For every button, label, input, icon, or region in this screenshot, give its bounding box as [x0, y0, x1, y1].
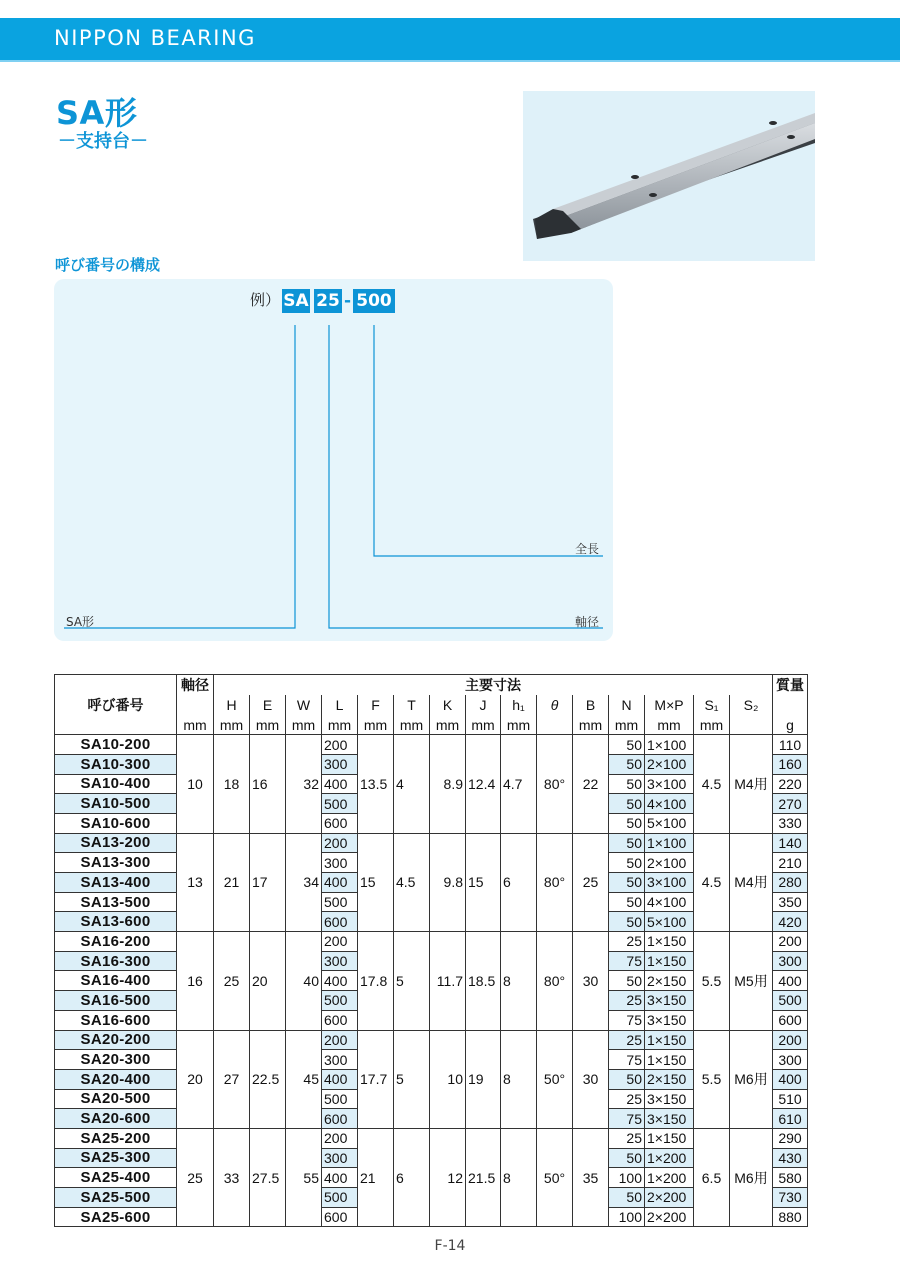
s1-cell: 4.5 [694, 833, 730, 931]
leader-shaft [329, 325, 603, 628]
mp-cell: 2×100 [645, 754, 694, 774]
h1-cell: 6 [501, 833, 537, 931]
support-rail-photo [523, 91, 815, 261]
b-cell: 22 [573, 735, 609, 833]
w-cell: 45 [286, 1030, 322, 1128]
shaft-cell: 13 [177, 833, 214, 931]
unit-blank [55, 715, 177, 735]
model-cell: SA16-400 [55, 971, 177, 991]
n-cell: 25 [609, 1030, 645, 1050]
mass-cell: 330 [773, 813, 808, 833]
l-cell: 300 [322, 1050, 358, 1070]
mass-cell: 220 [773, 774, 808, 794]
header-mass: 質量 [773, 675, 808, 696]
t-cell: 6 [394, 1128, 430, 1226]
model-cell: SA10-200 [55, 735, 177, 755]
page-subtitle: －支持台－ [58, 131, 148, 152]
shaft-cell: 25 [177, 1128, 214, 1226]
mp-cell: 3×100 [645, 873, 694, 893]
k-cell: 9.8 [430, 833, 466, 931]
col-S2: S₂ [730, 695, 773, 715]
unit-row [55, 715, 808, 735]
mass-cell: 430 [773, 1148, 808, 1168]
mass-cell: 500 [773, 991, 808, 1011]
n-cell: 50 [609, 794, 645, 814]
s1-cell: 4.5 [694, 735, 730, 833]
unit-cell: mm [214, 715, 250, 735]
unit-cell: mm [358, 715, 394, 735]
model-cell: SA20-400 [55, 1069, 177, 1089]
l-cell: 200 [322, 735, 358, 755]
j-cell: 12.4 [466, 735, 501, 833]
header-main-dims: 主要寸法 [214, 675, 773, 696]
composition-leader-lines [54, 279, 613, 641]
theta-cell: 50° [537, 1128, 573, 1226]
unit-cell: mm [466, 715, 501, 735]
mass-cell: 730 [773, 1188, 808, 1208]
n-cell: 75 [609, 951, 645, 971]
mass-cell: 290 [773, 1128, 808, 1148]
mass-cell: 350 [773, 892, 808, 912]
mass-cell: 200 [773, 1030, 808, 1050]
unit-cell: mm [573, 715, 609, 735]
s2-cell: M6用 [730, 1128, 773, 1226]
model-cell: SA20-600 [55, 1109, 177, 1129]
example-label: 例） [250, 291, 281, 309]
theta-cell: 80° [537, 833, 573, 931]
label-total-length: 全長 [575, 542, 600, 556]
f-cell: 17.8 [358, 932, 394, 1030]
mp-cell: 2×200 [645, 1188, 694, 1208]
t-cell: 5 [394, 932, 430, 1030]
unit-cell: mm [430, 715, 466, 735]
leader-type [64, 325, 295, 628]
l-cell: 400 [322, 774, 358, 794]
k-cell: 8.9 [430, 735, 466, 833]
h-cell: 25 [214, 932, 250, 1030]
header-bar [0, 18, 900, 60]
n-cell: 100 [609, 1168, 645, 1188]
l-cell: 500 [322, 794, 358, 814]
k-cell: 10 [430, 1030, 466, 1128]
n-cell: 75 [609, 1050, 645, 1070]
f-cell: 13.5 [358, 735, 394, 833]
model-cell: SA13-300 [55, 853, 177, 873]
mp-cell: 1×200 [645, 1148, 694, 1168]
col-B: B [573, 695, 609, 715]
j-cell: 15 [466, 833, 501, 931]
model-cell: SA20-500 [55, 1089, 177, 1109]
h1-cell: 4.7 [501, 735, 537, 833]
mp-cell: 1×200 [645, 1168, 694, 1188]
k-cell: 12 [430, 1128, 466, 1226]
mass-cell: 580 [773, 1168, 808, 1188]
f-cell: 21 [358, 1128, 394, 1226]
n-cell: 50 [609, 971, 645, 991]
shaft-cell: 16 [177, 932, 214, 1030]
n-cell: 25 [609, 991, 645, 1011]
l-cell: 500 [322, 991, 358, 1011]
mp-cell: 1×150 [645, 951, 694, 971]
table-row [55, 1030, 808, 1050]
mp-cell: 2×200 [645, 1207, 694, 1227]
l-cell: 200 [322, 833, 358, 853]
brand-name: NIPPON BEARING [54, 26, 256, 50]
header-model [55, 675, 177, 696]
n-cell: 50 [609, 912, 645, 932]
rail-illustration [523, 91, 815, 261]
l-cell: 300 [322, 1148, 358, 1168]
l-cell: 500 [322, 1089, 358, 1109]
e-cell: 17 [250, 833, 286, 931]
col-J: J [466, 695, 501, 715]
col-L: L [322, 695, 358, 715]
unit-cell: mm [645, 715, 694, 735]
mass-cell: 160 [773, 754, 808, 774]
mass-cell: 110 [773, 735, 808, 755]
e-cell: 27.5 [250, 1128, 286, 1226]
mp-cell: 4×100 [645, 794, 694, 814]
model-cell: SA20-200 [55, 1030, 177, 1050]
n-cell: 25 [609, 1089, 645, 1109]
mass-cell: 300 [773, 951, 808, 971]
l-cell: 300 [322, 754, 358, 774]
mp-cell: 3×150 [645, 1010, 694, 1030]
n-cell: 75 [609, 1109, 645, 1129]
n-cell: 50 [609, 754, 645, 774]
n-cell: 50 [609, 1188, 645, 1208]
model-cell: SA25-200 [55, 1128, 177, 1148]
h1-cell: 8 [501, 1030, 537, 1128]
j-cell: 21.5 [466, 1128, 501, 1226]
mp-cell: 1×150 [645, 1050, 694, 1070]
l-cell: 400 [322, 1168, 358, 1188]
s2-cell: M4用 [730, 735, 773, 833]
model-cell: SA13-600 [55, 912, 177, 932]
n-cell: 50 [609, 735, 645, 755]
s1-cell: 5.5 [694, 1030, 730, 1128]
mp-cell: 5×100 [645, 912, 694, 932]
unit-cell: mm [250, 715, 286, 735]
f-cell: 15 [358, 833, 394, 931]
mass-cell: 510 [773, 1089, 808, 1109]
model-cell: SA10-500 [55, 794, 177, 814]
mp-cell: 1×150 [645, 1030, 694, 1050]
unit-cell: g [773, 715, 808, 735]
model-cell: SA13-200 [55, 833, 177, 853]
model-cell: SA25-600 [55, 1207, 177, 1227]
t-cell: 4.5 [394, 833, 430, 931]
model-cell: SA25-500 [55, 1188, 177, 1208]
model-cell: SA10-400 [55, 774, 177, 794]
n-cell: 50 [609, 813, 645, 833]
col-h1: h₁ [501, 695, 537, 715]
h-cell: 21 [214, 833, 250, 931]
leader-length [374, 325, 603, 556]
mass-cell: 880 [773, 1207, 808, 1227]
l-cell: 200 [322, 932, 358, 952]
w-cell: 34 [286, 833, 322, 931]
s1-cell: 5.5 [694, 932, 730, 1030]
col-K: K [430, 695, 466, 715]
l-cell: 600 [322, 1010, 358, 1030]
l-cell: 400 [322, 971, 358, 991]
mass-cell: 270 [773, 794, 808, 814]
col-MP: M×P [645, 695, 694, 715]
header-blank [773, 695, 808, 715]
l-cell: 400 [322, 1069, 358, 1089]
mass-cell: 600 [773, 1010, 808, 1030]
mp-cell: 1×150 [645, 932, 694, 952]
model-cell: SA13-500 [55, 892, 177, 912]
l-cell: 500 [322, 892, 358, 912]
n-cell: 50 [609, 892, 645, 912]
theta-cell: 80° [537, 932, 573, 1030]
theta-cell: 50° [537, 1030, 573, 1128]
mp-cell: 4×100 [645, 892, 694, 912]
mass-cell: 280 [773, 873, 808, 893]
header-model-label: 呼び番号 [55, 695, 177, 715]
h-cell: 33 [214, 1128, 250, 1226]
model-cell: SA16-500 [55, 991, 177, 1011]
s2-cell: M6用 [730, 1030, 773, 1128]
header-shaft: 軸径 [177, 675, 214, 696]
e-cell: 22.5 [250, 1030, 286, 1128]
n-cell: 25 [609, 1128, 645, 1148]
unit-cell [537, 715, 573, 735]
n-cell: 50 [609, 774, 645, 794]
model-cell: SA10-600 [55, 813, 177, 833]
t-cell: 4 [394, 735, 430, 833]
header-underline [0, 60, 900, 62]
table-row [55, 1128, 808, 1148]
composition-heading: 呼び番号の構成 [55, 256, 161, 274]
col-N: N [609, 695, 645, 715]
l-cell: 600 [322, 912, 358, 932]
page-title: SA形 [56, 94, 138, 132]
j-cell: 19 [466, 1030, 501, 1128]
t-cell: 5 [394, 1030, 430, 1128]
b-cell: 30 [573, 1030, 609, 1128]
model-cell: SA25-400 [55, 1168, 177, 1188]
mp-cell: 1×100 [645, 735, 694, 755]
col-E: E [250, 695, 286, 715]
model-cell: SA10-300 [55, 754, 177, 774]
h1-cell: 8 [501, 932, 537, 1030]
n-cell: 50 [609, 873, 645, 893]
s2-cell: M5用 [730, 932, 773, 1030]
b-cell: 30 [573, 932, 609, 1030]
b-cell: 25 [573, 833, 609, 931]
mp-cell: 3×150 [645, 1109, 694, 1129]
mp-cell: 1×100 [645, 833, 694, 853]
mass-cell: 400 [773, 1069, 808, 1089]
unit-cell: mm [394, 715, 430, 735]
h-cell: 27 [214, 1030, 250, 1128]
w-cell: 55 [286, 1128, 322, 1226]
n-cell: 50 [609, 853, 645, 873]
code-part-type: SA [283, 291, 309, 311]
e-cell: 20 [250, 932, 286, 1030]
col-T: T [394, 695, 430, 715]
code-part-shaft: 25 [314, 289, 342, 313]
spec-body [55, 735, 808, 1227]
l-cell: 300 [322, 951, 358, 971]
l-cell: 600 [322, 1207, 358, 1227]
s2-cell: M4用 [730, 833, 773, 931]
col-S1: S₁ [694, 695, 730, 715]
label-shaft-diameter: 軸径 [575, 615, 600, 629]
col-theta: θ [537, 695, 573, 715]
table-row [55, 735, 808, 755]
unit-cell: mm [177, 715, 214, 735]
label-type: SA形 [66, 615, 95, 629]
b-cell: 35 [573, 1128, 609, 1226]
code-separator: - [344, 291, 352, 311]
n-cell: 25 [609, 932, 645, 952]
k-cell: 11.7 [430, 932, 466, 1030]
shaft-cell: 20 [177, 1030, 214, 1128]
mass-cell: 200 [773, 932, 808, 952]
n-cell: 50 [609, 1148, 645, 1168]
model-cell: SA16-300 [55, 951, 177, 971]
n-cell: 100 [609, 1207, 645, 1227]
l-cell: 600 [322, 1109, 358, 1129]
l-cell: 200 [322, 1030, 358, 1050]
mass-cell: 400 [773, 971, 808, 991]
mp-cell: 3×150 [645, 1089, 694, 1109]
mass-cell: 210 [773, 853, 808, 873]
mass-cell: 140 [773, 833, 808, 853]
col-W: W [286, 695, 322, 715]
w-cell: 32 [286, 735, 322, 833]
model-cell: SA25-300 [55, 1148, 177, 1168]
spec-table [54, 674, 808, 1227]
h1-cell: 8 [501, 1128, 537, 1226]
f-cell: 17.7 [358, 1030, 394, 1128]
l-cell: 500 [322, 1188, 358, 1208]
unit-cell: mm [322, 715, 358, 735]
model-cell: SA13-400 [55, 873, 177, 893]
mass-cell: 420 [773, 912, 808, 932]
mass-cell: 300 [773, 1050, 808, 1070]
unit-cell: mm [609, 715, 645, 735]
model-cell: SA16-200 [55, 932, 177, 952]
l-cell: 600 [322, 813, 358, 833]
l-cell: 400 [322, 873, 358, 893]
mp-cell: 3×150 [645, 991, 694, 1011]
l-cell: 300 [322, 853, 358, 873]
unit-cell: mm [286, 715, 322, 735]
model-cell: SA16-600 [55, 1010, 177, 1030]
header-blank [177, 695, 214, 715]
mp-cell: 3×100 [645, 774, 694, 794]
e-cell: 16 [250, 735, 286, 833]
theta-cell: 80° [537, 735, 573, 833]
mp-cell: 5×100 [645, 813, 694, 833]
page-number: F-14 [434, 1238, 466, 1254]
unit-cell: mm [501, 715, 537, 735]
mp-cell: 2×150 [645, 1069, 694, 1089]
j-cell: 18.5 [466, 932, 501, 1030]
h-cell: 18 [214, 735, 250, 833]
unit-cell [730, 715, 773, 735]
mp-cell: 2×100 [645, 853, 694, 873]
s1-cell: 6.5 [694, 1128, 730, 1226]
col-H: H [214, 695, 250, 715]
col-F: F [358, 695, 394, 715]
n-cell: 50 [609, 833, 645, 853]
mp-cell: 2×150 [645, 971, 694, 991]
code-part-length: 500 [353, 289, 395, 313]
w-cell: 40 [286, 932, 322, 1030]
l-cell: 200 [322, 1128, 358, 1148]
n-cell: 50 [609, 1069, 645, 1089]
n-cell: 75 [609, 1010, 645, 1030]
model-cell: SA20-300 [55, 1050, 177, 1070]
table-row [55, 932, 808, 952]
shaft-cell: 10 [177, 735, 214, 833]
mass-cell: 610 [773, 1109, 808, 1129]
table-row [55, 833, 808, 853]
mp-cell: 1×150 [645, 1128, 694, 1148]
unit-cell: mm [694, 715, 730, 735]
composition-box [54, 279, 613, 641]
